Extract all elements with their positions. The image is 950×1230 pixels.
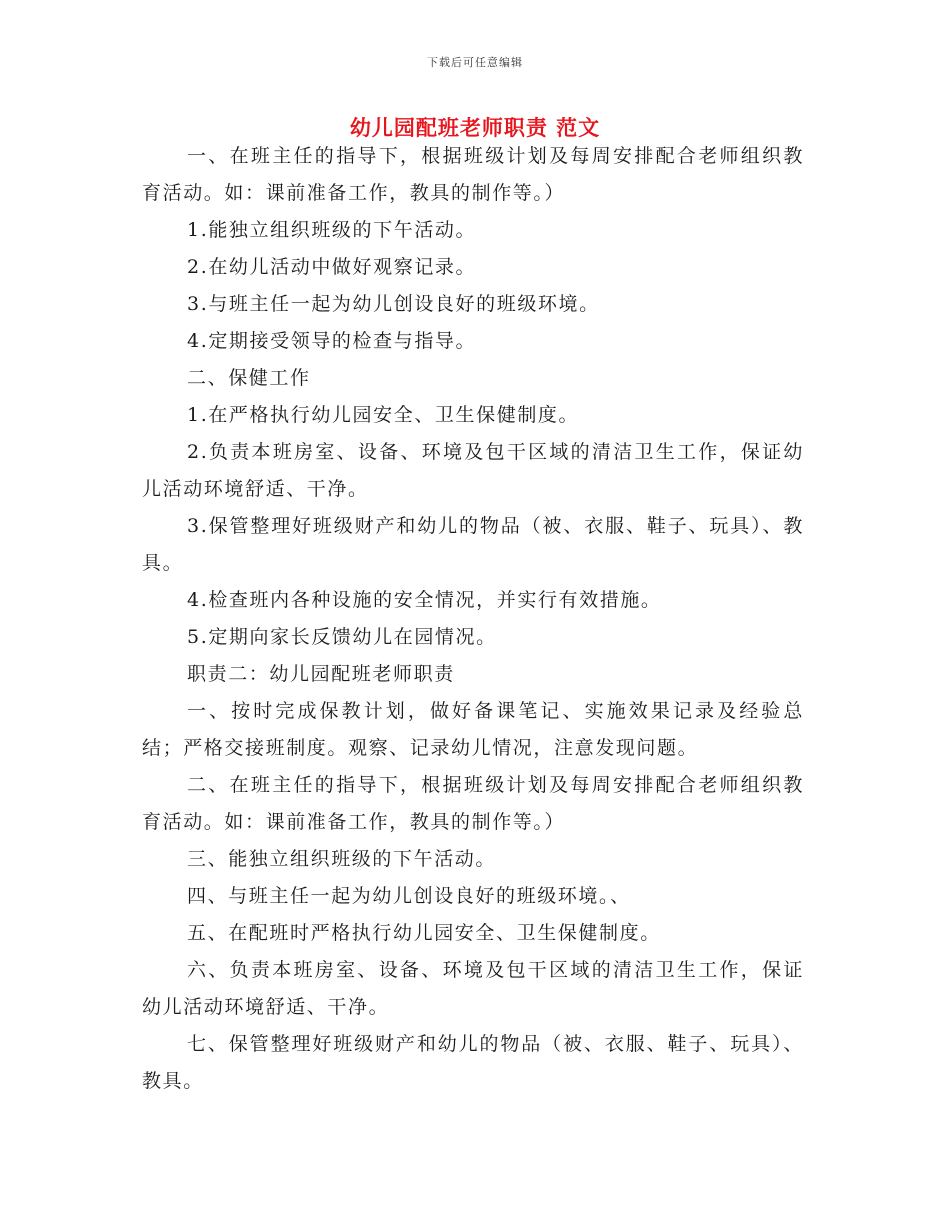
paragraph: 三、能独立组织班级的下午活动。 (187, 848, 497, 870)
paragraph: 1.能独立组织班级的下午活动。 (187, 219, 477, 241)
paragraph: 4.检查班内各种设施的安全情况，并实行有效措施。 (187, 589, 662, 611)
paragraph: 二、在班主任的指导下，根据班级计划及每周安排配合老师组织教育活动。如：课前准备工作，教具的制作等。） (142, 774, 804, 833)
paragraph: 五、在配班时严格执行幼儿园安全、卫生保健制度。 (187, 922, 661, 944)
paragraph: 一、按时完成保教计划，做好备课笔记、实施效果记录及经验总结；严格交接班制度。观察、记录幼儿情况，注意发现问题。 (142, 700, 804, 759)
section-heading: 二、保健工作 (187, 367, 311, 389)
section-heading: 职责二：幼儿园配班老师职责 (187, 663, 455, 685)
paragraph: 七、保管整理好班级财产和幼儿的物品（被、衣服、鞋子、玩具）、教具。 (142, 1033, 804, 1092)
page-header: 下载后可任意编辑 (427, 56, 523, 69)
paragraph: 5.定期向家长反馈幼儿在园情况。 (187, 626, 497, 648)
paragraph: 2.负责本班房室、设备、环境及包干区域的清洁卫生工作，保证幼儿活动环境舒适、干净。 (142, 441, 804, 500)
paragraph: 一、在班主任的指导下，根据班级计划及每周安排配合老师组织教育活动。如：课前准备工作，教具的制作等。） (142, 145, 804, 204)
paragraph: 3.保管整理好班级财产和幼儿的物品（被、衣服、鞋子、玩具）、教具。 (142, 515, 804, 574)
paragraph: 2.在幼儿活动中做好观察记录。 (187, 256, 477, 278)
document-title: 幼儿园配班老师职责 范文 (349, 115, 601, 140)
paragraph: 六、负责本班房室、设备、环境及包干区域的清洁卫生工作，保证幼儿活动环境舒适、干净。 (142, 959, 804, 1018)
document-body (142, 138, 804, 1100)
paragraph: 四、与班主任一起为幼儿创设良好的班级环境。、 (187, 885, 631, 907)
paragraph: 1.在严格执行幼儿园安全、卫生保健制度。 (187, 404, 580, 426)
paragraph: 3.与班主任一起为幼儿创设良好的班级环境。 (187, 293, 600, 315)
paragraph: 4.定期接受领导的检查与指导。 (187, 330, 477, 352)
